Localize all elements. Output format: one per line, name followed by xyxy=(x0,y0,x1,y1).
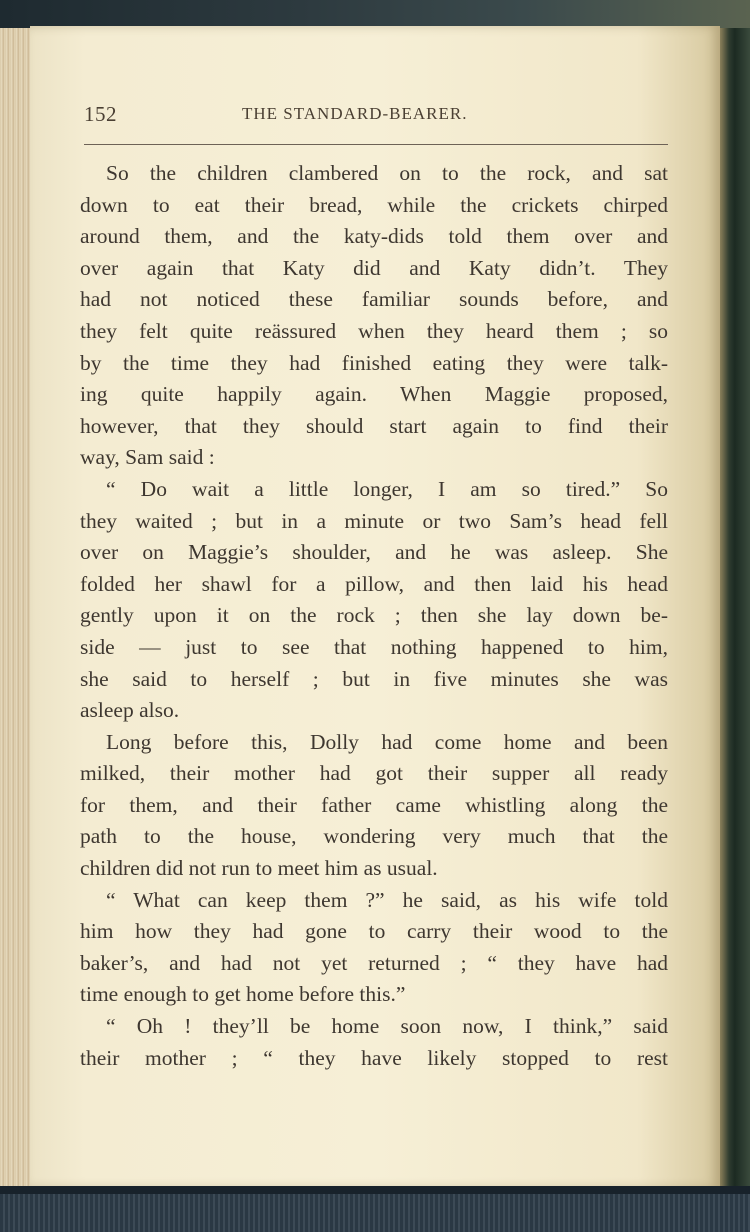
body-text xyxy=(80,158,668,1074)
text-line: milked, their mother had got their supper all ready xyxy=(80,761,668,786)
text-line: down to eat their bread, while the crickets chirped xyxy=(80,192,668,217)
text-line: by the time they had finished eating they were talk- xyxy=(80,350,668,375)
text-line: they waited ; but in a minute or two Sam’s head fell xyxy=(80,508,668,533)
bottom-edge xyxy=(0,1186,750,1194)
book-cover-bottom xyxy=(0,1186,750,1232)
page-header xyxy=(84,100,668,130)
text-line: children did not run to meet him as usual. xyxy=(80,856,438,881)
text-line: folded her shawl for a pillow, and then laid his head xyxy=(80,571,668,596)
text-line: gently upon it on the rock ; then she lay down be- xyxy=(80,603,668,628)
text-line: path to the house, wondering very much that the xyxy=(80,824,668,849)
text-line: Long before this, Dolly had come home and been xyxy=(106,729,668,754)
text-line: however, that they should start again to find their xyxy=(80,413,668,438)
text-line: “ What can keep them ?” he said, as his wife told xyxy=(106,887,668,912)
running-title: THE STANDARD-BEARER. xyxy=(242,104,468,123)
text-line: So the children clambered on to the rock, and sat xyxy=(106,161,668,185)
text-line: they felt quite reässured when they heard them ; so xyxy=(80,318,668,343)
text-line: baker’s, and had not yet returned ; “ they have had xyxy=(80,950,668,975)
page-number: 152 xyxy=(84,102,117,126)
text-line: side — just to see that nothing happened to him, xyxy=(80,634,668,659)
text-line: asleep also. xyxy=(80,698,180,723)
text-line: way, Sam said : xyxy=(80,445,215,470)
text-line: around them, and the katy-dids told them over and xyxy=(80,224,668,249)
text-line: had not noticed these familiar sounds before, and xyxy=(80,287,668,312)
text-line: she said to herself ; but in five minutes she was xyxy=(80,666,668,691)
text-line: over on Maggie’s shoulder, and he was asleep. She xyxy=(80,540,668,565)
text-line: time enough to get home before this.” xyxy=(80,982,406,1007)
page-edges-left xyxy=(0,28,34,1188)
header-rule xyxy=(84,144,668,145)
text-line: “ Oh ! they’ll be home soon now, I think,” said xyxy=(106,1014,668,1039)
text-line: their mother ; “ they have likely stopped to rest xyxy=(80,1045,668,1070)
text-line: for them, and their father came whistling along the xyxy=(80,792,668,817)
text-line: him how they had gone to carry their wood to the xyxy=(80,919,668,944)
text-line: over again that Katy did and Katy didn’t. They xyxy=(80,255,668,280)
text-line: ing quite happily again. When Maggie proposed, xyxy=(80,382,668,407)
text-line: “ Do wait a little longer, I am so tired.” So xyxy=(106,476,668,501)
